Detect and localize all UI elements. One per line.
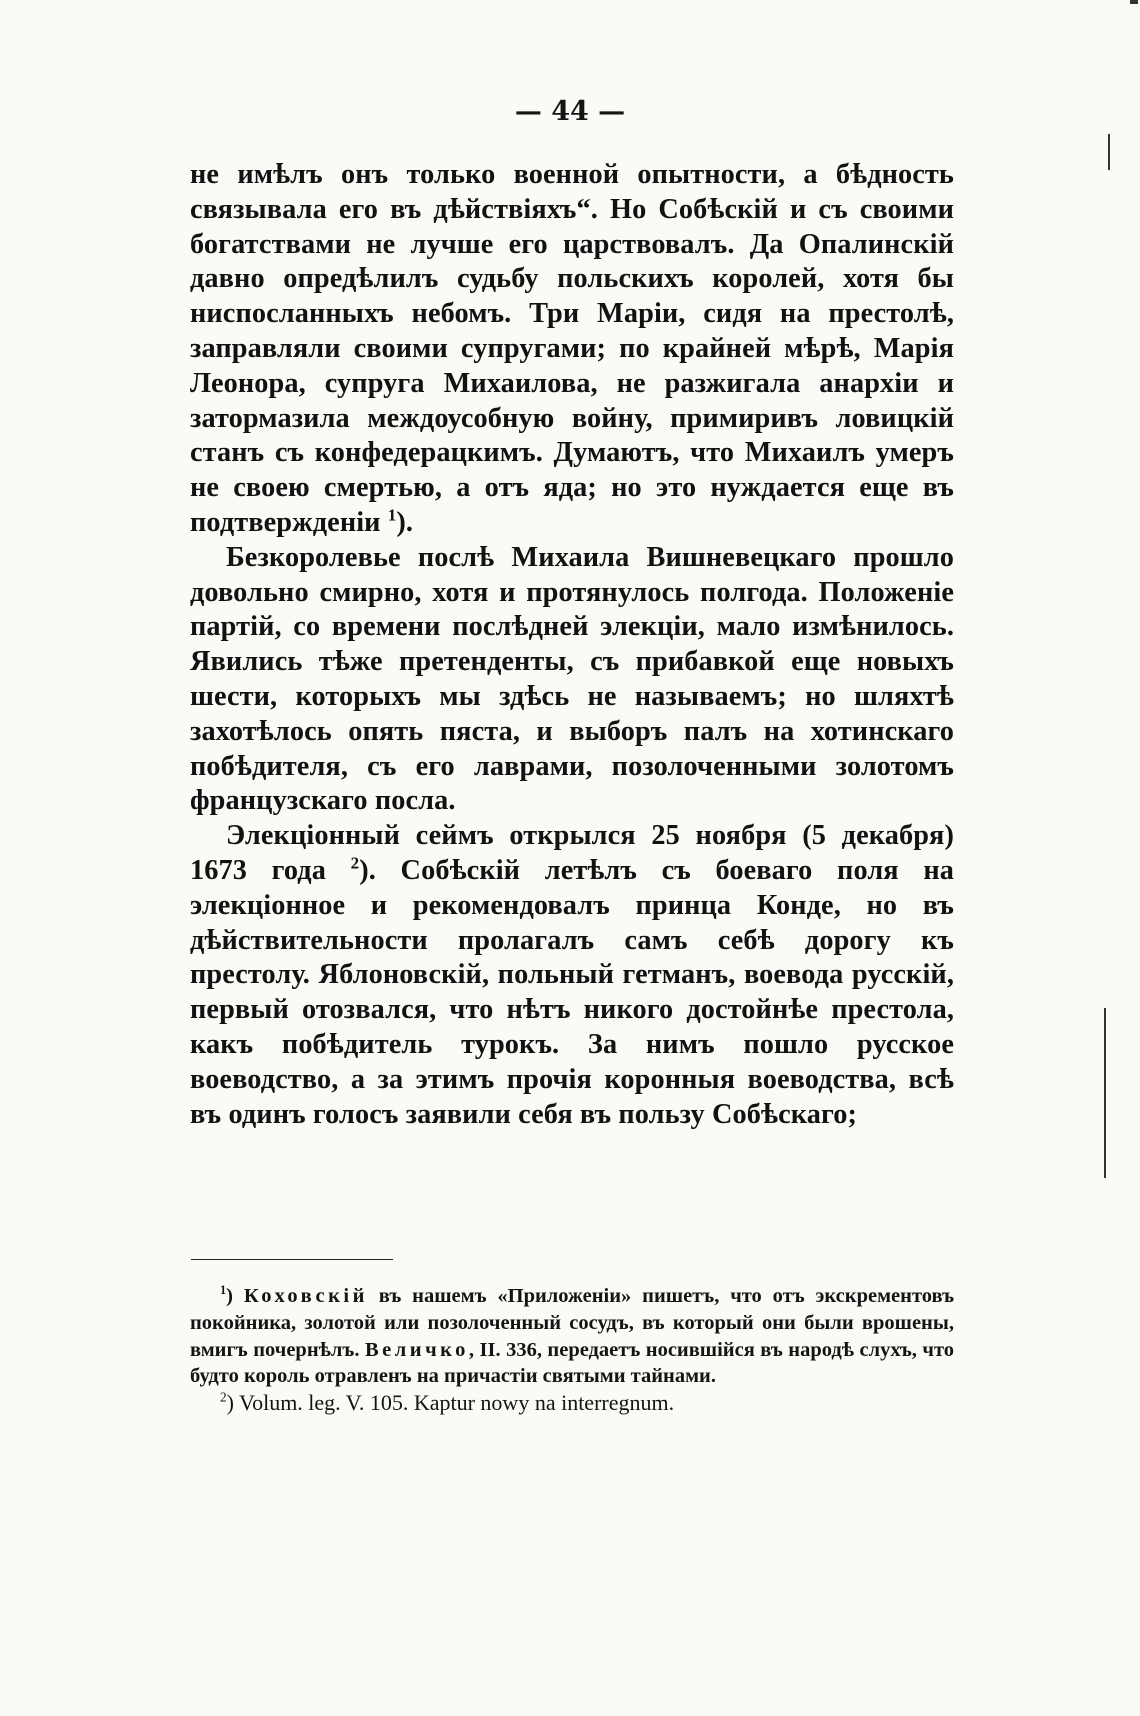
- paragraph-1-text: не имѣлъ онъ только военной опытности, а бѣдность связывала его въ дѣйствіяхъ“. Но Собѣскій и съ своими богатствами не лучше его царствовалъ. Да Опалинскій давно опредѣлилъ судьбу польскихъ королей, хотя бы ниспосланныхъ небомъ. Три Маріи, сидя на престолѣ, заправляли своими супругами; по крайней мѣрѣ, Марія Леонора, супруга Михаилова, не разжигала анархіи и затормазила междоусобную войну, примиривъ ловицкій станъ съ конфедерацкимъ. Думаютъ, что Михаилъ умеръ не своею смертью, а отъ яда; но это нуждается еще въ подтвержденіи: [190, 159, 954, 538]
- footnote-ref-1: 1: [387, 505, 397, 525]
- scan-speck: [1130, 0, 1138, 4]
- scan-line: [1108, 134, 1110, 170]
- footnotes: [190, 1283, 954, 1417]
- page-number: — 44 —: [514, 96, 626, 127]
- footnote-2-text: Volum. leg. V. 105. Kaptur nowy na interregnum.: [239, 1390, 675, 1416]
- footnote-1-mark: 1: [220, 1283, 227, 1298]
- main-text: [190, 158, 954, 1132]
- paragraph-3-text-a: Элекціонный сеймъ открылся 25 ноября (5 декабря) 1673 года: [190, 820, 954, 886]
- footnote-1: $^1$) Коховскій въ нашемъ «Приложеніи» пишетъ, что отъ экскрементовъ покойника, золотой или позолоченный сосудъ, въ который они были врошены, вмигъ почернѣлъ. Величко, II. 336, передаетъ носившійся въ народѣ слухъ, что будто король отравленъ на причастіи святыми тайнами.: [190, 1283, 955, 1388]
- footnote-ref-1-close: ).: [396, 506, 414, 538]
- footnote-ref-2: 2: [350, 853, 360, 873]
- footnote-1-text-b: , II. 336, передаетъ носившійся въ народѣ слухъ, что будто король отравленъ на причастіи святыми тайнами.: [190, 1338, 954, 1388]
- paragraph-1: [190, 158, 954, 541]
- footnote-ref-2-close: ).: [359, 854, 376, 886]
- scan-line: [1104, 1008, 1106, 1178]
- footnote-1-text-a: въ нашемъ «Приложеніи» пишетъ, что отъ экскрементовъ покойника, золотой или позолоченный сосудъ, въ который они были врошены, вмигъ почернѣлъ.: [190, 1285, 955, 1361]
- footnote-1-author: Коховскій: [243, 1285, 368, 1307]
- paragraph-2: Безкоролевье послѣ Михаила Вишневецкаго прошло довольно смирно, хотя и протянулось полгода. Положеніе партій, со времени послѣдней элекціи, мало измѣнилось. Явились тѣже претенденты, съ прибавкой еще новыхъ шести, которыхъ мы здѣсь не называемъ; но шляхтѣ захотѣлось опять пяста, и выборъ палъ на хотинскаго побѣдителя, съ его лаврами, позолоченными золотомъ французскаго посла.: [190, 541, 954, 817]
- footnote-1-author-2: Величко: [364, 1338, 469, 1361]
- footnote-divider: [191, 1259, 393, 1260]
- footnote-2-mark: 2: [220, 1389, 227, 1405]
- paragraph-3-text-b: Собѣскій летѣлъ съ боеваго поля на элекціонное и рекомендовалъ принца Конде, но въ дѣйствительности пролагалъ самъ себѣ дорогу къ престолу. Яблоновскій, польный гетманъ, воевода русскій, первый отозвался, что нѣтъ никого достойнѣе престола, какъ побѣдитель турокъ. За нимъ пошло русское воеводство, а за этимъ прочія коронныя воеводства, всѣ въ одинъ голосъ заявили себя въ пользу Собѣскаго;: [190, 854, 954, 1130]
- paragraph-3: [190, 819, 954, 1132]
- footnote-2: $^2$) Volum. leg. V. 105. Kaptur nowy na interregnum.: [220, 1389, 675, 1416]
